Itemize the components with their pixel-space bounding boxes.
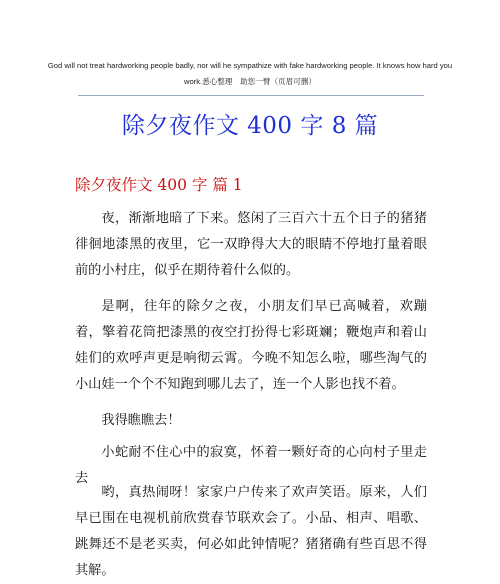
section-heading: 除夕夜作文 400 字 篇 1 — [75, 176, 243, 194]
paragraph-5: 哟，真热闹呀！家家户户传来了欢声笑语。原来，人们早已围在电视机前欣赏春节联欢会了。小品、相声、唱歌、跳舞还不是老买卖，何必如此钟情呢？猪猪确有些百思不得其解。 — [75, 485, 427, 578]
paragraph-1: 夜，渐渐地暗了下来。悠闲了三百六十五个日子的猪猪徘徊地漆黑的夜里，它一双睁得大大的眼睛不停地打量着眼前的小村庄，似乎在期待着什么似的。 — [75, 211, 427, 278]
paragraph-4: 小蛇耐不住心中的寂寞，怀着一颗好奇的心向村子里走去 — [75, 445, 427, 486]
page-header-quote: God will not treat hardworking people badly, nor will he sympathize with fake hardworking people. It knows how hard you work.悉心整理 助您一臂（页眉可删） — [47, 61, 453, 86]
header-divider — [78, 95, 424, 96]
document-title: 除夕夜作文 400 字 8 篇 — [121, 113, 379, 139]
paragraph-2: 是啊，往年的除夕之夜，小朋友们早已高喊着，欢蹦着，擎着花筒把漆黑的夜空打扮得七彩斑斓；鞭炮声和着山娃们的欢呼声更是响彻云霄。今晚不知怎么啦，哪些淘气的小山娃一个个不知跑到哪儿去了，连一个人影也找不着。 — [75, 299, 427, 392]
paragraph-3: 我得瞧瞧去！ — [101, 413, 181, 428]
